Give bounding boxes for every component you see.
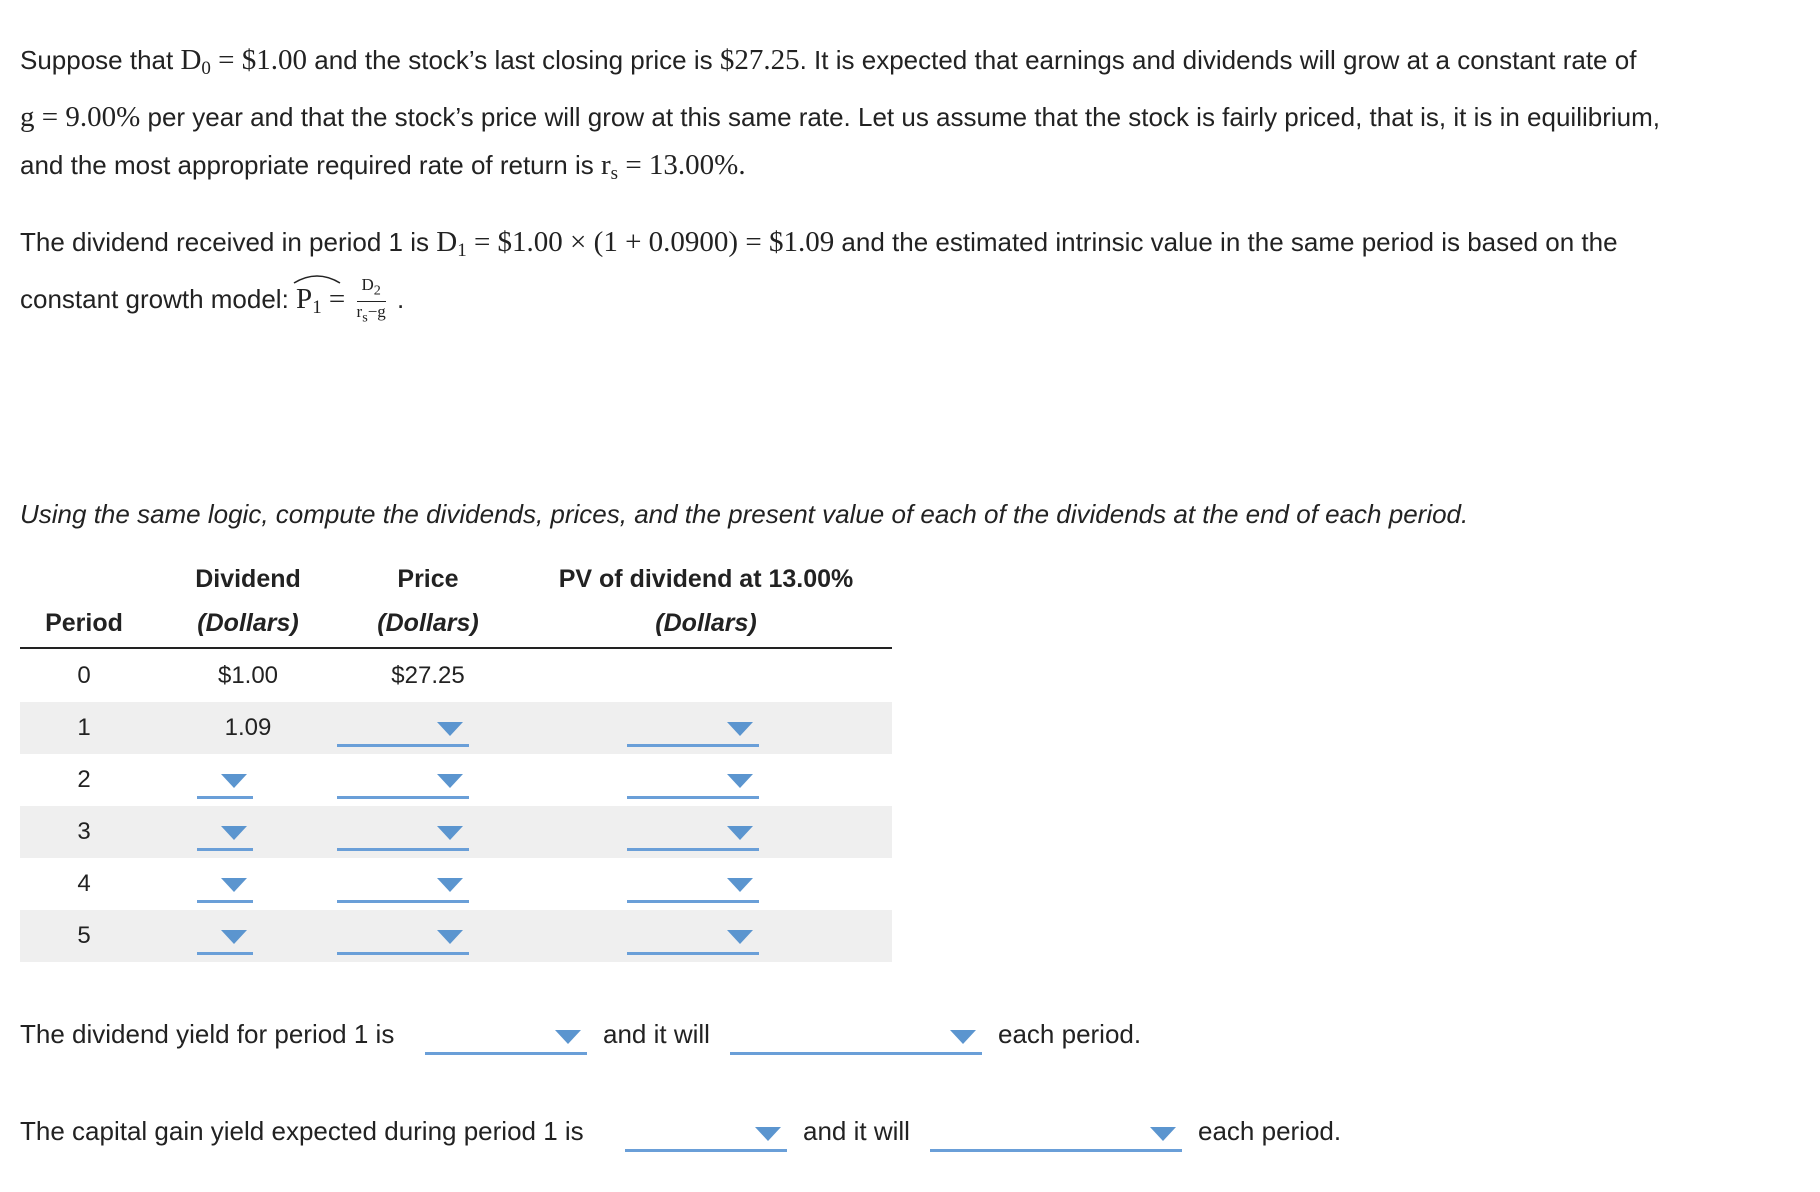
- period-cell: 2: [77, 766, 91, 793]
- pv-dropdown[interactable]: [627, 864, 759, 903]
- dividend-dropdown[interactable]: [197, 760, 253, 799]
- instruction-text: Using the same logic, compute the dividends, prices, and the present value of each of the dividends at the end of each period.: [20, 499, 1469, 529]
- dividend-dropdown[interactable]: [197, 916, 253, 955]
- chevron-down-icon: [221, 774, 247, 788]
- chevron-down-icon: [437, 826, 463, 840]
- table-row: [20, 650, 892, 702]
- header-pv-unit: (Dollars): [655, 609, 757, 637]
- header-divider: [20, 647, 892, 649]
- chevron-down-icon: [727, 878, 753, 892]
- price-dropdown[interactable]: [337, 864, 469, 903]
- p1-hat-symbol: $P_1$: [296, 275, 322, 332]
- dividend-paragraph: The dividend received in period 1 is $D_1$ = $1.00 × (1 + 0.0900) = $1.09 and the estimated intrinsic value in the same period is based on the constant growth model: $P_1$ = $\frac{D_2}{r_s-g}$ .: [20, 218, 1618, 332]
- chevron-down-icon: [727, 722, 753, 736]
- chevron-down-icon: [437, 774, 463, 788]
- table-row: [20, 858, 892, 910]
- growth-model-fraction: $\frac{D_2}{r_s-g}$: [356, 274, 386, 326]
- table-row: [20, 754, 892, 806]
- chevron-down-icon: [727, 774, 753, 788]
- dividend-yield-dropdown[interactable]: [425, 1016, 587, 1055]
- table-row: [20, 806, 892, 858]
- period-cell: 3: [77, 818, 91, 845]
- chevron-down-icon: [727, 930, 753, 944]
- price-cell: $27.25: [391, 662, 465, 689]
- dividend-dropdown[interactable]: [197, 812, 253, 851]
- header-period: Period: [45, 609, 123, 637]
- price-dropdown[interactable]: [337, 708, 469, 747]
- intro-paragraph: Suppose that $D_0$ = $1.00 and the stock’s last closing price is $27.25. It is expected that earnings and dividends will grow at a constant rate of g = 9.00% per year and that the stock’s price will grow at this same rate. Let us assume that the stock is fairly priced, that is, it is in equilibrium, and the most appropriate required rate of return is $r_s = 13.00\%$.: [20, 44, 1660, 184]
- header-dividend: Dividend: [195, 565, 301, 593]
- pv-dropdown[interactable]: [627, 812, 759, 851]
- chevron-down-icon: [950, 1030, 976, 1044]
- pv-dropdown[interactable]: [627, 916, 759, 955]
- chevron-down-icon: [727, 826, 753, 840]
- header-price-unit: (Dollars): [377, 609, 479, 637]
- pv-dropdown[interactable]: [627, 760, 759, 799]
- dividend-dropdown[interactable]: [197, 864, 253, 903]
- price-dropdown[interactable]: [337, 812, 469, 851]
- period-cell: 4: [77, 870, 91, 897]
- header-pv: PV of dividend at 13.00%: [558, 565, 854, 593]
- chevron-down-icon: [221, 930, 247, 944]
- chevron-down-icon: [1150, 1127, 1176, 1141]
- chevron-down-icon: [221, 878, 247, 892]
- header-dividend-unit: (Dollars): [197, 609, 299, 637]
- pv-dropdown[interactable]: [627, 708, 759, 747]
- chevron-down-icon: [555, 1030, 581, 1044]
- chevron-down-icon: [437, 722, 463, 736]
- capital-gain-trend-dropdown[interactable]: [930, 1113, 1182, 1152]
- table-row: [20, 910, 892, 962]
- chevron-down-icon: [221, 826, 247, 840]
- table-row: [20, 702, 892, 754]
- chevron-down-icon: [755, 1127, 781, 1141]
- dividend-cell: $1.00: [217, 662, 279, 689]
- dividend-yield-trend-dropdown[interactable]: [730, 1016, 982, 1055]
- price-dropdown[interactable]: [337, 760, 469, 799]
- chevron-down-icon: [437, 930, 463, 944]
- price-dropdown[interactable]: [337, 916, 469, 955]
- header-price: Price: [397, 565, 459, 593]
- period-cell: 5: [77, 922, 91, 949]
- period-cell: 1: [77, 714, 91, 741]
- period-cell: 0: [77, 662, 91, 689]
- dividend-cell: 1.09: [224, 714, 272, 741]
- capital-gain-yield-dropdown[interactable]: [625, 1113, 787, 1152]
- chevron-down-icon: [437, 878, 463, 892]
